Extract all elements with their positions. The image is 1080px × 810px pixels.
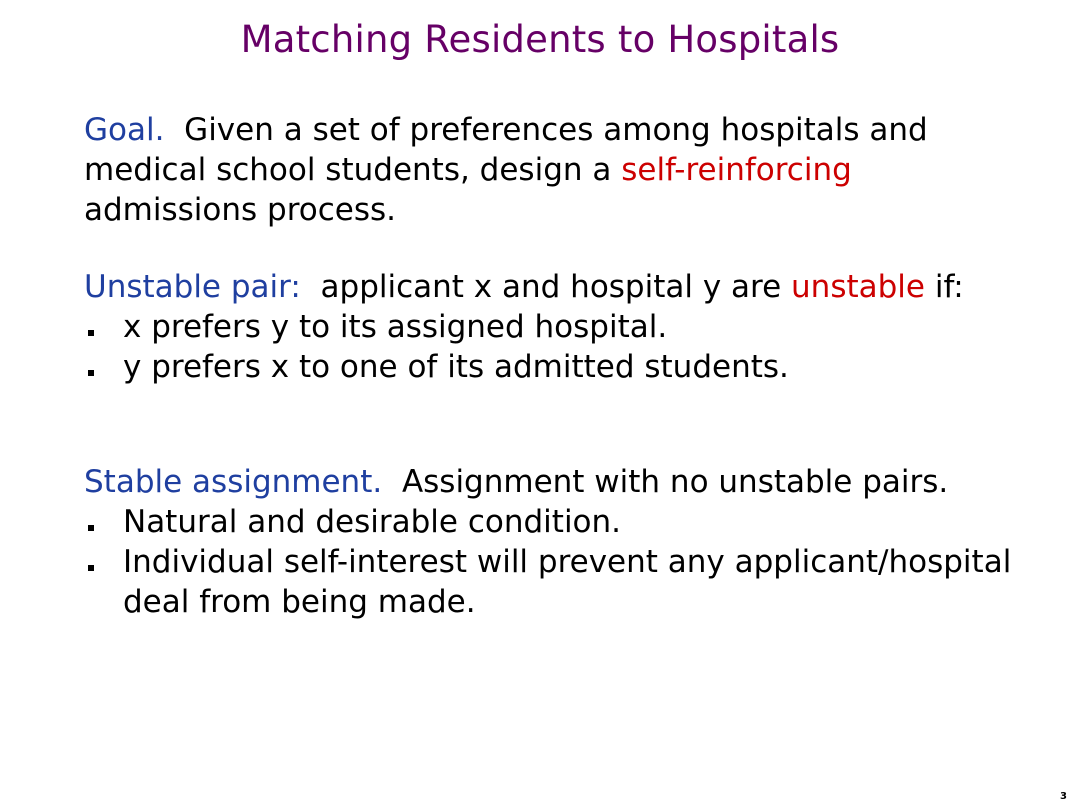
goal-highlight: self-reinforcing — [621, 152, 852, 188]
list-item — [84, 347, 1014, 387]
stable-paragraph — [84, 462, 1014, 502]
bullet-marker — [88, 370, 94, 376]
bullet-text: Individual self-interest will prevent any applicant/hospital deal from being made. — [123, 544, 1012, 620]
stable-text: Assignment with no unstable pairs. — [401, 464, 949, 500]
bullet-text: x prefers y to its assigned hospital. — [123, 309, 668, 345]
stable-bullet-list — [84, 502, 1014, 622]
goal-section — [84, 110, 1014, 230]
bullet-marker — [88, 330, 94, 336]
unstable-section — [84, 267, 1014, 387]
goal-paragraph — [84, 110, 1014, 230]
unstable-label: Unstable pair: — [84, 269, 301, 305]
stable-section — [84, 462, 1014, 622]
slide-title: Matching Residents to Hospitals — [240, 18, 840, 61]
goal-text-before: Given a set of preferences among hospitals and medical school students, design a — [84, 112, 928, 188]
bullet-text: Natural and desirable condition. — [123, 504, 622, 540]
unstable-text-before: applicant x and hospital y are — [320, 269, 792, 305]
list-item — [84, 307, 1014, 347]
goal-text-after: admissions process. — [84, 192, 396, 228]
list-item — [84, 502, 1014, 542]
unstable-bullet-list — [84, 307, 1014, 387]
bullet-text: y prefers x to one of its admitted students. — [123, 349, 789, 385]
unstable-highlight: unstable — [791, 269, 925, 305]
goal-label: Goal. — [84, 112, 165, 148]
bullet-marker — [88, 525, 94, 531]
unstable-text-after: if: — [925, 269, 964, 305]
list-item — [84, 542, 1014, 622]
bullet-marker — [88, 565, 94, 571]
stable-label: Stable assignment. — [84, 464, 383, 500]
unstable-paragraph — [84, 267, 1014, 307]
page-number: 3 — [1060, 791, 1067, 802]
